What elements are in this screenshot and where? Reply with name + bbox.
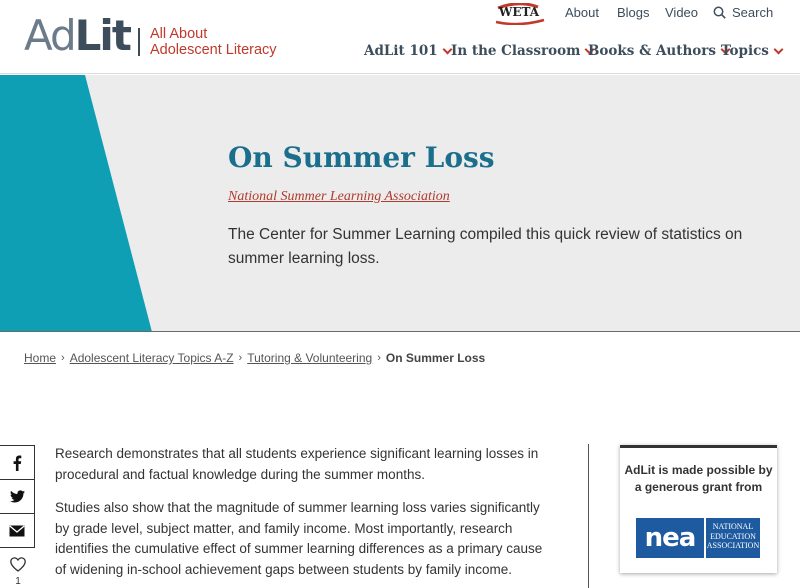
article-paragraph: Research demonstrates that all students experience significant learning losses in procedural and factual knowledge during the summer months.: [55, 446, 539, 482]
like-button[interactable]: [8, 557, 28, 587]
logo-divider: [138, 28, 140, 56]
hero-divider: [0, 331, 800, 332]
page-title: On Summer Loss: [228, 141, 495, 174]
breadcrumb-home[interactable]: Home: [24, 351, 57, 365]
tagline-line1: All About: [150, 26, 208, 42]
share-email-button[interactable]: [0, 513, 35, 548]
like-count: 1: [15, 576, 21, 587]
sponsor-box: [620, 445, 777, 573]
nav-books-authors-label: Books & Authors: [588, 43, 717, 59]
weta-text: WETA: [498, 5, 540, 19]
nea-line2: EDUCATION: [710, 531, 756, 541]
chevron-right-icon: ›: [238, 352, 243, 364]
adlit-logo[interactable]: [24, 12, 130, 60]
hero-teal-shape: [0, 75, 160, 332]
chevron-down-icon: [773, 44, 783, 54]
share-facebook-button[interactable]: [0, 445, 35, 480]
column-divider: [588, 444, 589, 588]
nav-topics-label: Topics: [721, 43, 769, 59]
nav-adlit-101-label: AdLit 101: [364, 43, 438, 59]
chevron-right-icon: ›: [377, 352, 381, 364]
email-icon: [9, 525, 25, 537]
heart-icon: [10, 557, 26, 572]
breadcrumb-current: On Summer Loss: [385, 351, 486, 365]
nav-in-the-classroom[interactable]: [451, 43, 593, 59]
weta-logo[interactable]: [492, 3, 546, 25]
nea-logo-mark: nea: [636, 518, 704, 558]
nav-books-authors[interactable]: [588, 43, 729, 59]
hero-banner: [0, 75, 800, 332]
facebook-icon: [12, 455, 22, 471]
utility-video-link[interactable]: Video: [665, 5, 699, 20]
search-button[interactable]: [713, 5, 773, 20]
breadcrumb: [24, 351, 485, 365]
nav-topics[interactable]: [721, 43, 782, 59]
logo-lit: Lit: [74, 11, 130, 60]
source-link[interactable]: National Summer Learning Association: [228, 189, 450, 204]
site-tagline: [150, 26, 277, 58]
search-icon: [713, 6, 726, 19]
search-label: Search: [732, 5, 774, 20]
site-header: [0, 0, 800, 74]
utility-about-link[interactable]: About: [565, 5, 599, 20]
twitter-icon: [10, 490, 25, 503]
share-twitter-button[interactable]: [0, 479, 35, 514]
nav-in-the-classroom-label: In the Classroom: [451, 43, 581, 59]
nea-line3: ASSOCIATION: [706, 541, 760, 550]
nea-logo-wordmark: [704, 518, 760, 558]
sponsor-text: AdLit is made possible by a generous grant from: [624, 463, 773, 494]
chevron-right-icon: ›: [61, 352, 65, 364]
tagline-line2: Adolescent Literacy: [150, 42, 277, 58]
breadcrumb-topics-a-z[interactable]: Adolescent Literacy Topics A-Z: [69, 351, 234, 365]
nea-logo[interactable]: [636, 518, 760, 558]
breadcrumb-tutoring[interactable]: Tutoring & Volunteering: [247, 351, 373, 365]
logo-ad: Ad: [24, 11, 75, 60]
nav-adlit-101[interactable]: [364, 43, 451, 59]
share-bar: [0, 445, 35, 547]
article-body: [55, 444, 555, 588]
page-description: The Center for Summer Learning compiled this quick review of statistics on summer learning loss.: [228, 226, 743, 267]
article-paragraph: Studies also show that the magnitude of summer learning loss varies significantly by grade level, subject matter, and family income. Most importantly, research identifies the cumulative effect of summer learning differences as a primary cause of widening in-school achievement gaps between students by family income.: [55, 500, 543, 577]
utility-blogs-link[interactable]: Blogs: [617, 5, 650, 20]
nea-line1: NATIONAL: [712, 522, 754, 531]
